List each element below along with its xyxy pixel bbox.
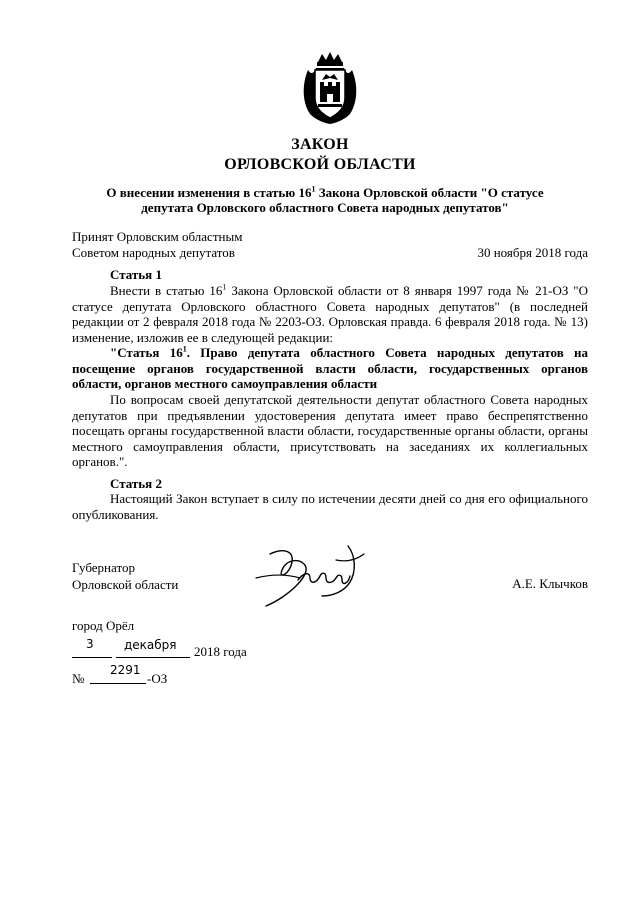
law-number bbox=[72, 663, 272, 686]
article-1-heading: Статья 1 bbox=[110, 267, 162, 282]
number-sign: № bbox=[72, 671, 85, 686]
para1-text-end: Закона Орловской области от 8 января 1997 года № 21-ОЗ "О статусе депутата Орловского областного Совета народных депутатов" (в последней редакции от 2 февраля 2018 года № 2203-ОЗ. Орловская правда. 6 февраля 2018 года. № 13) изменение, изложив ее в следующей редакции: bbox=[72, 283, 588, 345]
para1-text-start: Внести в статью 16 bbox=[110, 283, 223, 298]
signing-day: 3 bbox=[86, 637, 94, 651]
law-region: ОРЛОВСКОЙ ОБЛАСТИ bbox=[224, 156, 416, 173]
article-1-paragraph-3: По вопросам своей депутатской деятельности депутат областного Совета народных депутатов при предъявлении удостоверения депутата имеет право беспрепятственно посещать органы государственной власти области, государственные органы области, органы местного самоуправления области, присутствовать на заседаниях их коллегиальных органов.". bbox=[72, 392, 588, 469]
subject-text-end: Закона Орловской области "О статусе депутата Орловского областного Совета народных депутатов" bbox=[141, 185, 544, 215]
signing-year: 2018 года bbox=[194, 644, 247, 659]
handwritten-signature bbox=[252, 540, 372, 608]
law-subject bbox=[90, 185, 560, 215]
signatory-position-line-1: Губернатор bbox=[72, 560, 135, 575]
law-number-suffix: -ОЗ bbox=[147, 671, 168, 686]
para2-text-start: "Статья 16 bbox=[110, 345, 183, 360]
signatory-position-line-2: Орловской области bbox=[72, 577, 179, 592]
signing-date bbox=[72, 637, 312, 657]
adoption-body bbox=[72, 229, 242, 261]
article-1-quoted-heading bbox=[72, 345, 588, 392]
para2-text-end: . Право депутата областного Совета народных депутатов на посещение органов государственной власти области, государственных органов области, органов местного самоуправления области bbox=[72, 345, 588, 391]
law-number-value: 2291 bbox=[110, 663, 141, 677]
adoption-date: 30 ноября 2018 года bbox=[477, 245, 588, 260]
number-underline bbox=[90, 683, 146, 684]
signatory-name: А.Е. Клычков bbox=[512, 576, 588, 591]
day-underline bbox=[72, 657, 112, 658]
law-title: ЗАКОН bbox=[291, 136, 349, 153]
subject-superscript: 1 bbox=[311, 184, 316, 194]
article-1-paragraph-1 bbox=[72, 283, 588, 345]
adoption-line-2: Советом народных депутатов bbox=[72, 245, 235, 260]
signatory-position bbox=[72, 559, 178, 593]
article-2-paragraph: Настоящий Закон вступает в силу по истечении десяти дней со дня его официального опубликования. bbox=[72, 491, 588, 522]
adoption-line-1: Принят Орловским областным bbox=[72, 229, 243, 244]
para1-superscript: 1 bbox=[222, 282, 227, 292]
para2-superscript: 1 bbox=[182, 344, 187, 354]
signing-month: декабря bbox=[124, 638, 177, 652]
month-underline bbox=[116, 657, 190, 658]
place-of-signing: город Орёл bbox=[72, 618, 135, 633]
coat-of-arms-icon bbox=[300, 50, 360, 126]
article-2-heading: Статья 2 bbox=[110, 476, 162, 491]
subject-text-start: О внесении изменения в статью 16 bbox=[106, 185, 312, 200]
